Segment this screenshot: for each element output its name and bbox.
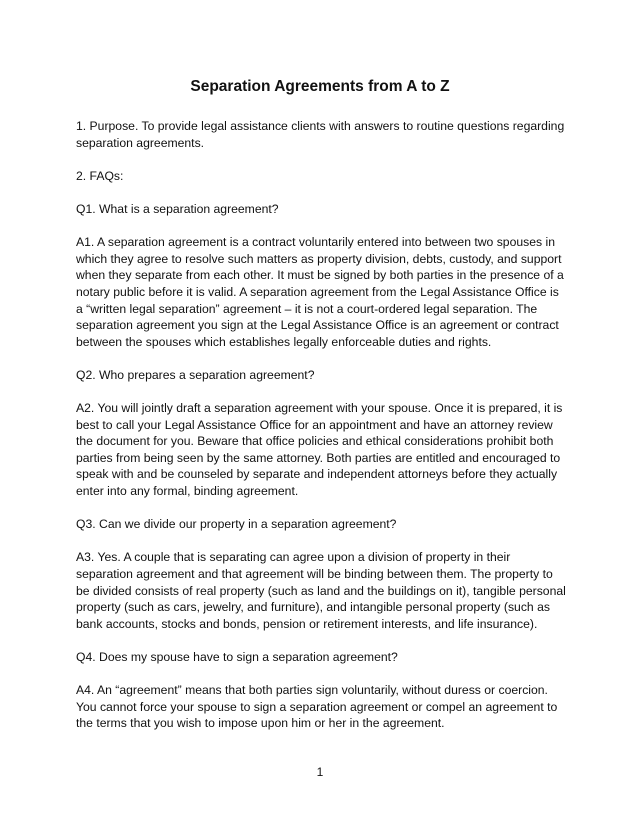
document-body	[76, 118, 568, 749]
question-2: Q2. Who prepares a separation agreement?	[76, 367, 315, 382]
page-number: 1	[316, 765, 324, 779]
question-4: Q4. Does my spouse have to sign a separation agreement?	[76, 650, 398, 664]
faqs-heading: 2. FAQs:	[76, 168, 124, 183]
document-title: Separation Agreements from A to Z	[190, 78, 450, 95]
question-1: Q1. What is a separation agreement?	[76, 201, 279, 216]
purpose-paragraph: 1. Purpose. To provide legal assistance clients with answers to routine questions regarding separation agreements.	[76, 119, 565, 150]
answer-2: A2. You will jointly draft a separation agreement with your spouse. Once it is prepared, it is best to call your Legal Assistance Office for an appointment and have an attorney review the document for you. Beware that office policies and ethical considerations prohibit both parties from being seen by the same attorney. Both parties are entitled and encouraged to speak with and be counseled by separate and independent attorneys before they actually enter into any formal, binding agreement.	[76, 401, 563, 499]
answer-3: A3. Yes. A couple that is separating can agree upon a division of property in their separation agreement and that agreement will be binding between them. The property to be divided consists of real property (such as land and the buildings on it), tangible personal property (such as cars, jewelry, and furniture), and intangible personal property (such as bank accounts, stocks and bonds, pension or retirement interests, and life insurance).	[76, 550, 566, 631]
answer-4: A4. An “agreement” means that both parties sign voluntarily, without duress or coercion. You cannot force your spouse to sign a separation agreement or compel an agreement to the terms that you wish to impose upon him or her in the agreement.	[76, 683, 558, 731]
question-3: Q3. Can we divide our property in a separation agreement?	[76, 517, 397, 532]
answer-1: A1. A separation agreement is a contract voluntarily entered into between two spouses in which they agree to resolve such matters as property division, debts, custody, and support when they separate from each other. It must be signed by both parties in the presence of a notary public before it is valid. A separation agreement from the Legal Assistance Office is a “written legal separation” agreement – it is not a court-ordered legal separation. The separation agreement you sign at the Legal Assistance Office is an agreement or contract between the spouses which establishes legally enforceable duties and rights.	[76, 235, 564, 349]
